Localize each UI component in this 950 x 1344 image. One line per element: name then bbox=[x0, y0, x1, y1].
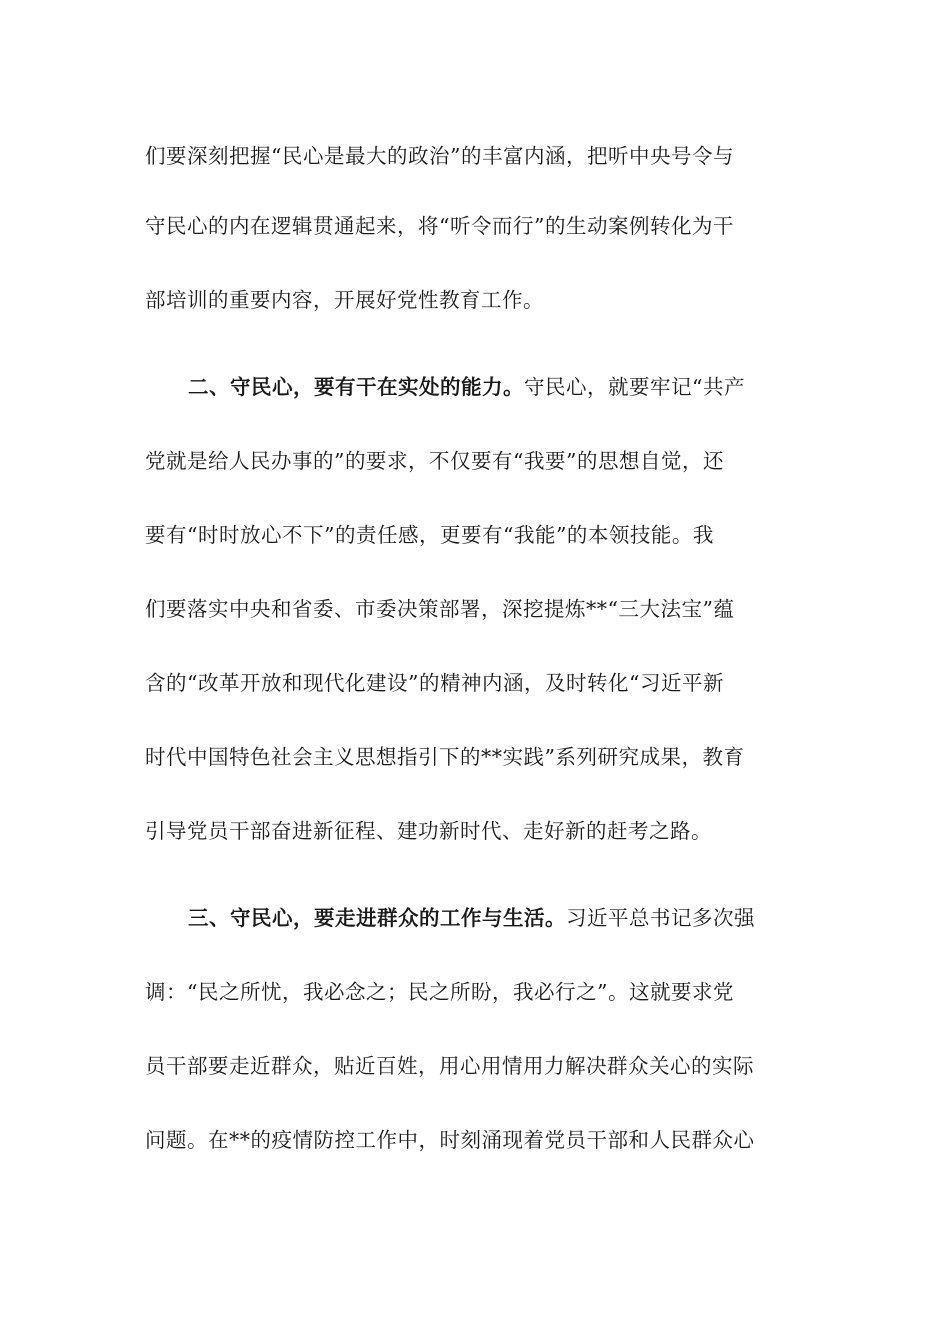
section-2-heading: 二、守民心，要有干在实处的能力。 bbox=[188, 375, 524, 399]
paragraph-3-line-3: 员干部要走近群众，贴近百姓，用心用情用力解决群众关心的实际 bbox=[145, 1054, 754, 1078]
paragraph-2-line-3: 要有“时时放心不下”的责任感，更要有“我能”的本领技能。我 bbox=[145, 523, 714, 547]
paragraph-1-line-1: 们要深刻把握“民心是最大的政治”的丰富内涵，把听中央号令与 bbox=[145, 144, 734, 168]
paragraph-3-first-line bbox=[188, 903, 805, 933]
paragraph-1-line-2: 守民心的内在逻辑贯通起来，将“听令而行”的生动案例转化为干 bbox=[145, 214, 734, 238]
paragraph-2-line-5: 含的“改革开放和现代化建设”的精神内涵，及时转化“习近平新 bbox=[145, 671, 724, 695]
paragraph-2-line-2: 党就是给人民办事的”的要求，不仅要有“我要”的思想自觉，还 bbox=[145, 449, 724, 473]
paragraph-3-line-4: 问题。在**的疫情防控工作中，时刻涌现着党员干部和人民群众心 bbox=[145, 1128, 755, 1152]
section-3-heading: 三、守民心，要走进群众的工作与生活。 bbox=[188, 906, 566, 930]
paragraph-2-first-line-text: 守民心，就要牢记“共产 bbox=[524, 375, 745, 399]
paragraph-2-line-4: 们要落实中央和省委、市委决策部署，深挖提炼**“三大法宝”蕴 bbox=[145, 597, 735, 621]
paragraph-2-first-line bbox=[188, 372, 805, 402]
paragraph-3-line-2: 调：“民之所忧，我必念之；民之所盼，我必行之”。这就要求党 bbox=[145, 980, 734, 1004]
paragraph-1-line-3: 部培训的重要内容，开展好党性教育工作。 bbox=[145, 288, 544, 312]
paragraph-2-line-7: 引导党员干部奋进新征程、建功新时代、走好新的赶考之路。 bbox=[145, 819, 712, 843]
paragraph-2-line-6: 时代中国特色社会主义思想指引下的**实践”系列研究成果，教育 bbox=[145, 745, 745, 769]
paragraph-3-first-line-text: 习近平总书记多次强 bbox=[566, 906, 755, 930]
